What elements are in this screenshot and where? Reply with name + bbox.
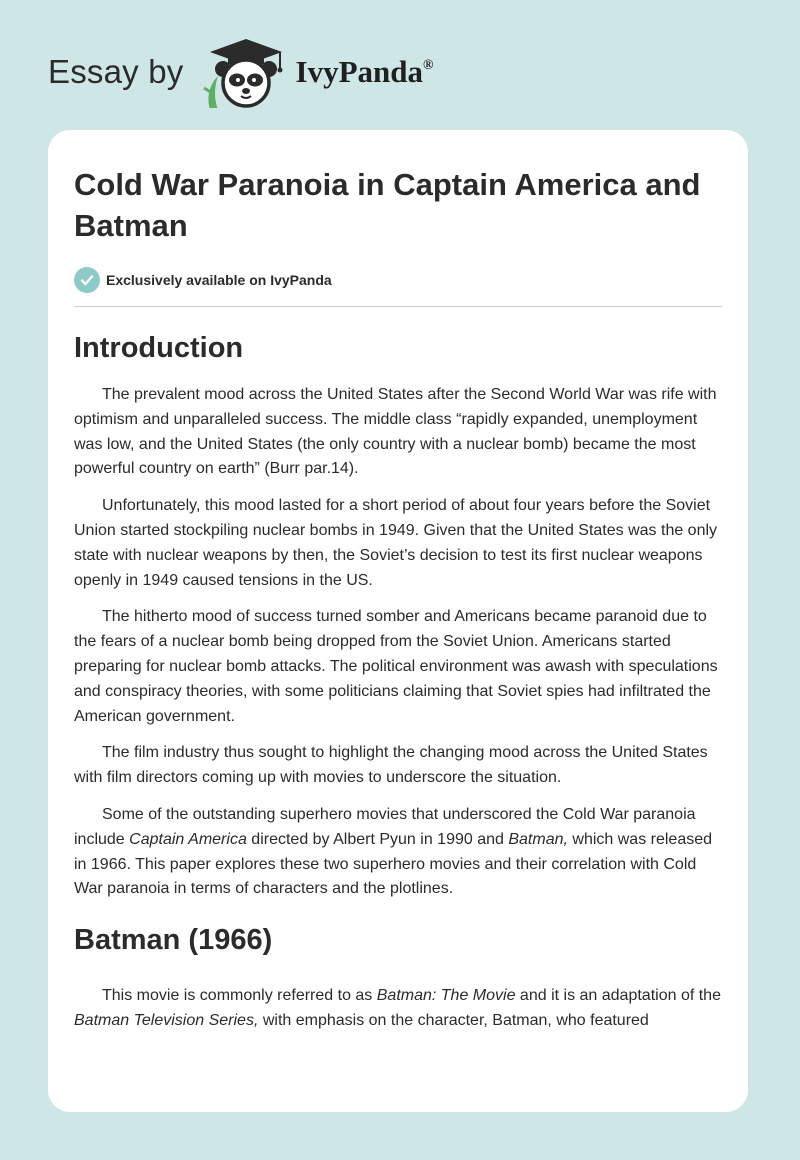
essay-card: [48, 130, 748, 1112]
brand-prefix: Essay by: [48, 53, 184, 90]
section-heading-batman: Batman (1966): [74, 924, 273, 957]
paragraph: The prevalent mood across the United States after the Second World War was rife with optimism and unparalleled success. The middle class “rapidly expanded, unemployment was low, and the United States (the only country with a nuclear bomb) became the most powerful country on earth” (Burr par.14).: [74, 386, 717, 478]
section-heading-introduction: Introduction: [74, 332, 244, 364]
paragraph: The film industry thus sought to highlight the changing mood across the United States with film directors coming up with movies to underscore the situation.: [74, 744, 708, 787]
exclusive-label: Exclusively available on IvyPanda: [106, 272, 332, 288]
paragraph: This movie is commonly referred to as Batman: The Movie and it is an adaptation of the Batman Television Series, with emphasis on the character, Batman, who featured: [74, 987, 721, 1029]
paragraph: The hitherto mood of success turned somber and Americans became paranoid due to the fears of a nuclear bomb being dropped from the Soviet Union. Americans started preparing for nuclear bomb attacks. The political environment was awash with speculations and conspiracy theories, with some politicians claiming that Soviet spies had infiltrated the American government.: [74, 608, 718, 725]
essay-title: Cold War Paranoia in Captain America and Batman: [74, 167, 701, 243]
exclusive-badge: [74, 266, 722, 294]
brand-header[interactable]: [48, 36, 433, 108]
paragraph: Unfortunately, this mood lasted for a short period of about four years before the Soviet Union started stockpiling nuclear bombs in 1949. Given that the United States was the only state with nuclear weapons by then, the Soviet’s decision to test its first nuclear weapons openly in 1949 caused tensions in the US.: [74, 497, 718, 589]
panda-logo-icon: [200, 36, 288, 108]
divider: [74, 306, 722, 307]
paragraph: Some of the outstanding superhero movies that underscored the Cold War paranoia include Captain America directed by Albert Pyun in 1990 and Batman, which was released in 1966. This paper explores these two superhero movies and their correlation with Cold War paranoia in terms of characters and the plotlines.: [74, 805, 713, 898]
checkmark-icon: [74, 267, 100, 293]
brand-name: IvyPanda®: [295, 54, 434, 89]
